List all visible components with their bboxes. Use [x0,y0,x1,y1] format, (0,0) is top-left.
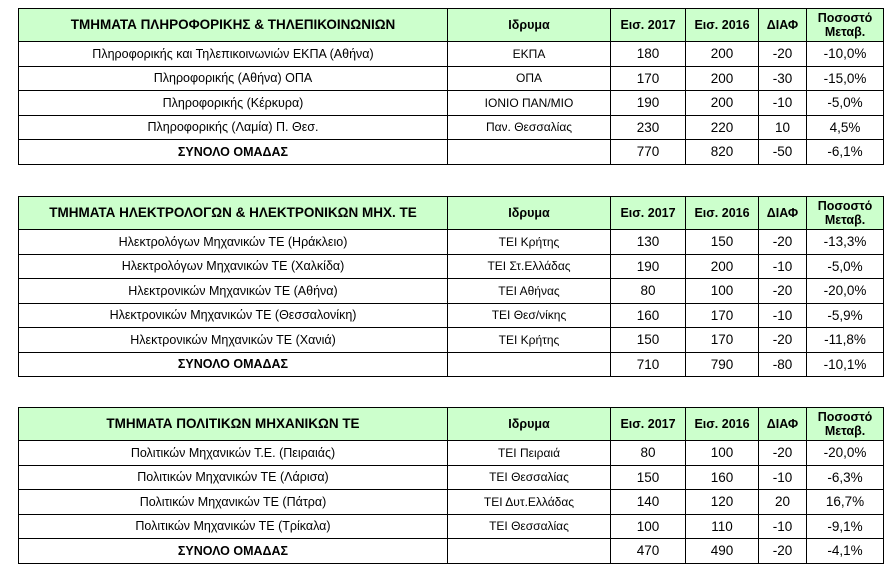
total-2017: 770 [611,140,686,165]
total-percent-change: -10,1% [807,352,884,377]
entries-2016: 110 [686,514,759,539]
group-table-electrical [18,196,884,377]
total-percent-change: -4,1% [807,539,884,564]
column-header-diff: ΔΙΑΦ [759,197,807,230]
department-name: Πληροφορικής (Λαμία) Π. Θεσ. [19,115,448,140]
department-name: Ηλεκτρονικών Μηχανικών ΤΕ (Χανιά) [19,328,448,353]
percent-change: -9,1% [807,514,884,539]
difference: -20 [759,328,807,353]
entries-2016: 200 [686,91,759,116]
difference: -20 [759,441,807,466]
group-table-informatics [18,8,884,165]
difference: -20 [759,230,807,255]
entries-2016: 170 [686,303,759,328]
percent-change: -20,0% [807,441,884,466]
institution: ΤΕΙ Αθήνας [448,279,611,304]
column-header-institution: Ιδρυμα [448,197,611,230]
column-header-2016: Εισ. 2016 [686,9,759,42]
percent-change: -20,0% [807,279,884,304]
percent-change: -15,0% [807,66,884,91]
percent-change: -11,8% [807,328,884,353]
group-title: ΤΜΗΜΑΤΑ ΗΛΕΚΤΡΟΛΟΓΩΝ & ΗΛΕΚΤΡΟΝΙΚΩΝ ΜΗΧ. ΤΕ [19,197,448,230]
total-2016: 790 [686,352,759,377]
institution: ΤΕΙ Κρήτης [448,328,611,353]
entries-2016: 200 [686,42,759,67]
group-table-civil [18,407,884,564]
table-row [19,279,884,304]
percent-change: -5,9% [807,303,884,328]
table-row [19,465,884,490]
institution: ΤΕΙ Θεσσαλίας [448,514,611,539]
column-header-2017: Εισ. 2017 [611,9,686,42]
entries-2017: 190 [611,254,686,279]
total-label: ΣΥΝΟΛΟ ΟΜΑΔΑΣ [19,140,448,165]
department-name: Ηλεκτρονικών Μηχανικών ΤΕ (Αθήνα) [19,279,448,304]
difference: -30 [759,66,807,91]
institution: ΙΟΝΙΟ ΠΑΝ/ΜΙΟ [448,91,611,116]
percent-change: -10,0% [807,42,884,67]
column-header-diff: ΔΙΑΦ [759,408,807,441]
department-name: Πολιτικών Μηχανικών ΤΕ (Τρίκαλα) [19,514,448,539]
total-2017: 710 [611,352,686,377]
entries-2016: 200 [686,254,759,279]
table-row [19,115,884,140]
difference: -20 [759,279,807,304]
table-row [19,230,884,255]
department-name: Ηλεκτρονικών Μηχανικών ΤΕ (Θεσσαλονίκη) [19,303,448,328]
entries-2017: 170 [611,66,686,91]
table-row [19,303,884,328]
entries-2016: 220 [686,115,759,140]
percent-change: 4,5% [807,115,884,140]
percent-change: -5,0% [807,254,884,279]
entries-2016: 200 [686,66,759,91]
table-row [19,254,884,279]
entries-2017: 150 [611,465,686,490]
entries-2017: 190 [611,91,686,116]
entries-2017: 230 [611,115,686,140]
table-header-row [19,197,884,230]
department-name: Πολιτικών Μηχανικών ΤΕ (Λάρισα) [19,465,448,490]
table-row [19,42,884,67]
entries-2016: 100 [686,279,759,304]
total-label: ΣΥΝΟΛΟ ΟΜΑΔΑΣ [19,539,448,564]
column-header-institution: Ιδρυμα [448,9,611,42]
department-name: Πληροφορικής (Αθήνα) ΟΠΑ [19,66,448,91]
entries-2017: 80 [611,441,686,466]
column-header-institution: Ιδρυμα [448,408,611,441]
entries-2017: 160 [611,303,686,328]
total-institution-empty [448,539,611,564]
institution: Παν. Θεσσαλίας [448,115,611,140]
table-row [19,328,884,353]
total-2017: 470 [611,539,686,564]
percent-change: -13,3% [807,230,884,255]
institution: ΤΕΙ Πειραιά [448,441,611,466]
table-row [19,66,884,91]
total-2016: 820 [686,140,759,165]
institution: ΤΕΙ Κρήτης [448,230,611,255]
entries-2016: 170 [686,328,759,353]
department-name: Πολιτικών Μηχανικών ΤΕ (Πάτρα) [19,490,448,515]
percent-change: -6,3% [807,465,884,490]
entries-2017: 130 [611,230,686,255]
entries-2017: 140 [611,490,686,515]
entries-2016: 100 [686,441,759,466]
difference: 20 [759,490,807,515]
table-row [19,91,884,116]
department-name: Ηλεκτρολόγων Μηχανικών ΤΕ (Ηράκλειο) [19,230,448,255]
column-header-2016: Εισ. 2016 [686,408,759,441]
table-header-row [19,408,884,441]
table-row [19,514,884,539]
table-header-row [19,9,884,42]
table-row [19,441,884,466]
institution: ΟΠΑ [448,66,611,91]
entries-2016: 120 [686,490,759,515]
institution: ΤΕΙ Θεσ/νίκης [448,303,611,328]
column-header-pct: Ποσοστό Μεταβ. [807,9,884,42]
difference: -10 [759,514,807,539]
group-title: ΤΜΗΜΑΤΑ ΠΛΗΡΟΦΟΡΙΚΗΣ & ΤΗΛΕΠΙΚΟΙΝΩΝΙΩΝ [19,9,448,42]
column-header-2017: Εισ. 2017 [611,197,686,230]
total-difference: -80 [759,352,807,377]
total-institution-empty [448,140,611,165]
entries-2017: 100 [611,514,686,539]
difference: -20 [759,42,807,67]
total-row [19,140,884,165]
entries-2017: 80 [611,279,686,304]
institution: ΤΕΙ Στ.Ελλάδας [448,254,611,279]
difference: -10 [759,465,807,490]
total-difference: -50 [759,140,807,165]
total-institution-empty [448,352,611,377]
column-header-pct: Ποσοστό Μεταβ. [807,408,884,441]
entries-2017: 150 [611,328,686,353]
group-title: ΤΜΗΜΑΤΑ ΠΟΛΙΤΙΚΩΝ ΜΗΧΑΝΙΚΩΝ ΤΕ [19,408,448,441]
institution: ΤΕΙ Δυτ.Ελλάδας [448,490,611,515]
entries-2016: 160 [686,465,759,490]
institution: ΕΚΠΑ [448,42,611,67]
difference: -10 [759,303,807,328]
column-header-diff: ΔΙΑΦ [759,9,807,42]
institution: ΤΕΙ Θεσσαλίας [448,465,611,490]
column-header-2017: Εισ. 2017 [611,408,686,441]
department-name: Πληροφορικής (Κέρκυρα) [19,91,448,116]
total-percent-change: -6,1% [807,140,884,165]
entries-2017: 180 [611,42,686,67]
total-row [19,539,884,564]
department-name: Ηλεκτρολόγων Μηχανικών ΤΕ (Χαλκίδα) [19,254,448,279]
difference: -10 [759,254,807,279]
difference: 10 [759,115,807,140]
difference: -10 [759,91,807,116]
department-name: Πληροφορικής και Τηλεπικοινωνιών ΕΚΠΑ (Αθήνα) [19,42,448,67]
column-header-pct: Ποσοστό Μεταβ. [807,197,884,230]
total-difference: -20 [759,539,807,564]
total-row [19,352,884,377]
column-header-2016: Εισ. 2016 [686,197,759,230]
percent-change: 16,7% [807,490,884,515]
total-2016: 490 [686,539,759,564]
percent-change: -5,0% [807,91,884,116]
total-label: ΣΥΝΟΛΟ ΟΜΑΔΑΣ [19,352,448,377]
table-row [19,490,884,515]
department-name: Πολιτικών Μηχανικών Τ.Ε. (Πειραιάς) [19,441,448,466]
entries-2016: 150 [686,230,759,255]
